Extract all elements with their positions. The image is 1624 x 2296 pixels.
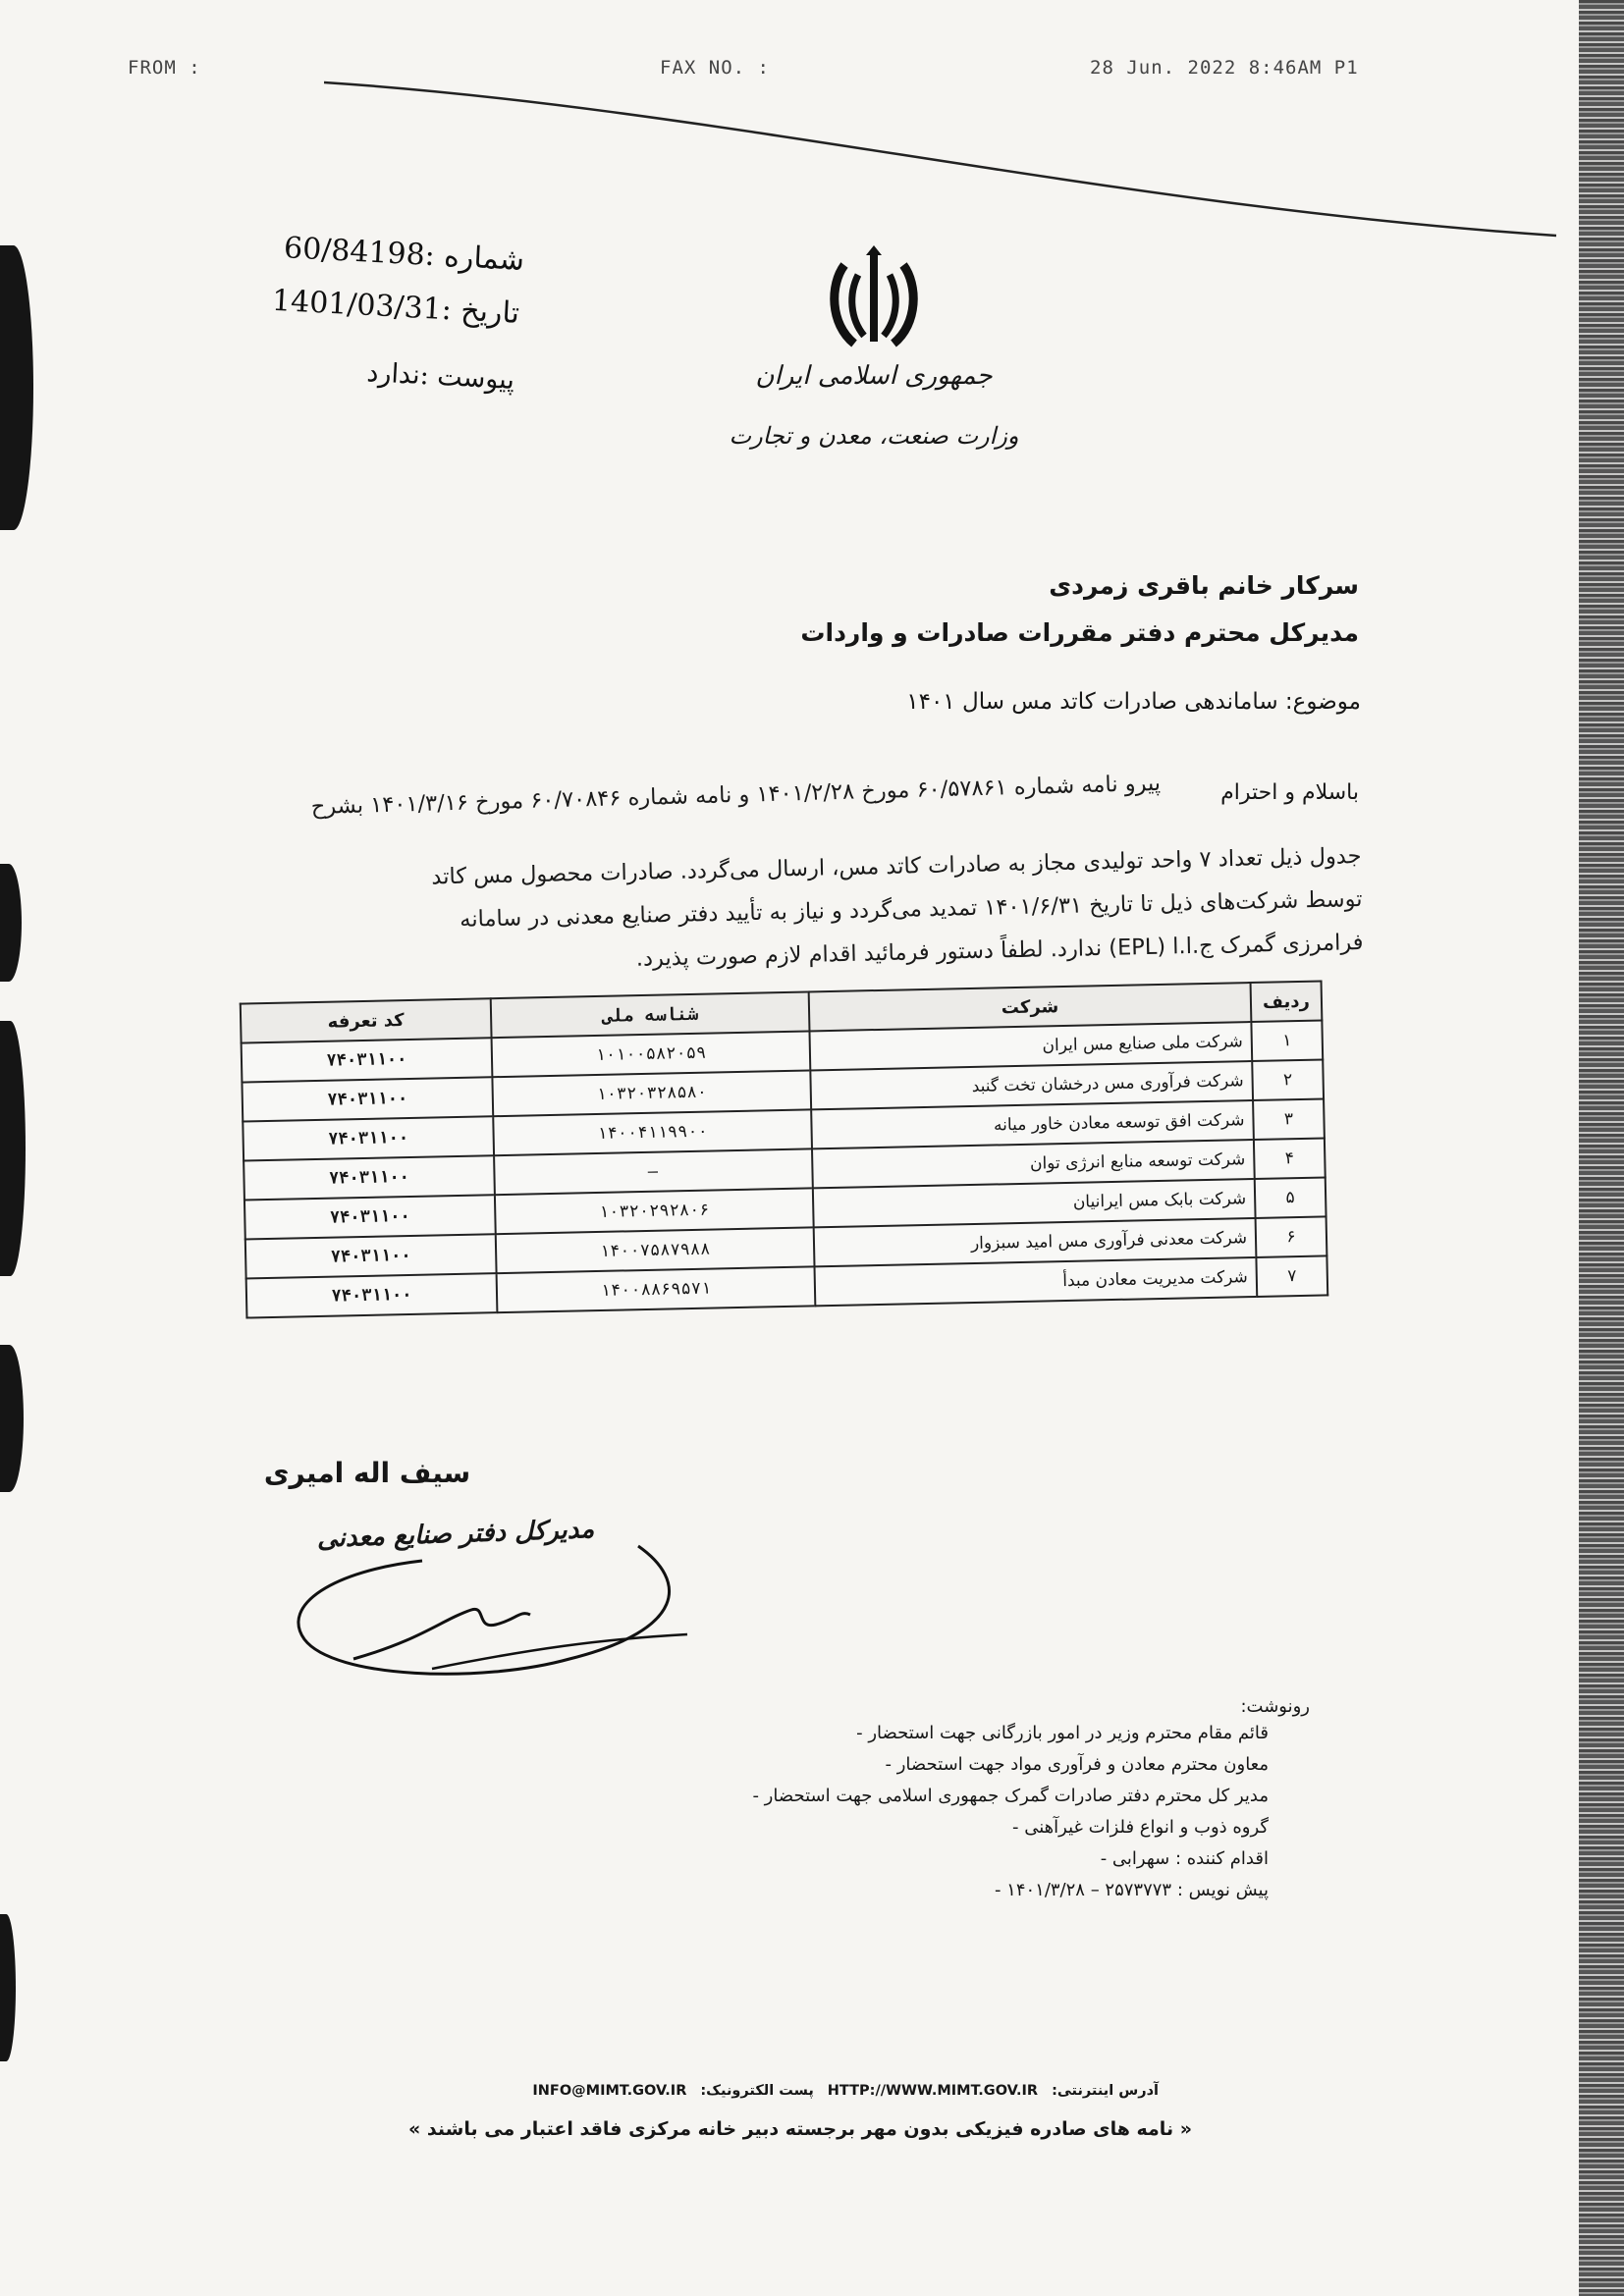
row-company: شرکت بابک مس ایرانیان [813, 1179, 1256, 1227]
row-tariff: ۷۴۰۳۱۱۰۰ [246, 1273, 498, 1317]
cc-list [522, 1718, 1269, 1906]
recipient-name: سرکار خانم باقری زمردی [1049, 571, 1359, 600]
cc-label: رونوشت: [1240, 1696, 1310, 1717]
letter-attachment: پیوست :ندارد [365, 357, 515, 396]
row-tariff: ۷۴۰۳۱۱۰۰ [243, 1116, 494, 1160]
row-national-id: ۱۰۱۰۰۵۸۲۰۵۹ [492, 1031, 811, 1077]
row-national-id: ۱۴۰۰۸۸۶۹۵۷۱ [497, 1266, 816, 1312]
row-tariff: ۷۴۰۳۱۱۰۰ [244, 1195, 496, 1239]
signatory-title: مدیرکل دفتر صنایع معدنی [316, 1515, 595, 1554]
row-number: ۵ [1255, 1177, 1326, 1217]
signatory-name: سیف اله امیری [263, 1457, 471, 1489]
row-company: شرکت فرآوری مس درخشان تخت گنبد [810, 1061, 1253, 1109]
header-national-id: شناسه ملی [491, 991, 810, 1038]
row-national-id: — [494, 1148, 813, 1195]
body-line: توسط شرکت‌های ذیل تا تاریخ ۱۴۰۱/۶/۳۱ تمدید می‌گردد و نیاز به تأیید دفتر صنایع معدنی در سامانه [459, 885, 1363, 933]
row-company: شرکت ملی صنایع مس ایران [809, 1022, 1252, 1070]
fax-datetime: 28 Jun. 2022 8:46AM P1 [1090, 57, 1359, 79]
signature-scribble [275, 1522, 707, 1693]
row-tariff: ۷۴۰۳۱۱۰۰ [242, 1038, 493, 1082]
footer-contact [471, 2083, 1159, 2099]
body-line: پیرو نامه شماره ۶۰/۵۷۸۶۱ مورخ ۱۴۰۱/۲/۲۸ و نامه شماره ۶۰/۷۰۸۴۶ مورخ ۱۴۰۱/۳/۱۶ بشرح [310, 770, 1162, 821]
body-paragraph [310, 766, 1332, 828]
footer-email-label: پست الکترونیک: [700, 2083, 814, 2099]
footer-notice: « نامه های صادره فیزیکی بدون مهر برجسته دبیر خانه مرکزی فاقد اعتبار می باشند » [408, 2118, 1192, 2140]
fax-curve-line [324, 79, 1561, 245]
row-company: شرکت افق توسعه معادن خاور میانه [811, 1100, 1254, 1148]
fax-number: FAX NO. : [660, 57, 770, 79]
cc-item: اقدام کننده : سهرابی - [522, 1843, 1269, 1875]
header-company: شرکت [809, 983, 1252, 1031]
companies-table [240, 980, 1329, 1318]
row-number: ۶ [1256, 1216, 1327, 1256]
row-tariff: ۷۴۰۳۱۱۰۰ [244, 1155, 495, 1200]
row-national-id: ۱۰۳۲۰۲۹۲۸۰۶ [495, 1188, 814, 1234]
greeting: باسلام و احترام [1220, 780, 1359, 805]
row-number: ۱ [1251, 1020, 1323, 1060]
body-paragraph-rest [310, 834, 1364, 988]
scan-blot [0, 864, 22, 982]
row-national-id: ۱۰۳۲۰۳۲۸۵۸۰ [492, 1070, 811, 1116]
body-line: فرامرزی گمرک ج.ا.ا (EPL) ندارد. لطفاً دستور فرمائید اقدام لازم صورت پذیرد. [635, 929, 1364, 972]
row-tariff: ۷۴۰۳۱۱۰۰ [245, 1234, 497, 1278]
header-tariff-code: کد تعرفه [241, 998, 492, 1042]
footer-website-link[interactable]: HTTP://WWW.MIMT.GOV.IR [827, 2083, 1039, 2099]
cc-item: قائم مقام محترم وزیر در امور بازرگانی جهت استحضار - [522, 1718, 1269, 1749]
letter-date: تاریخ :1401/03/31 [271, 283, 520, 331]
row-national-id: ۱۴۰۰۴۱۱۹۹۰۰ [493, 1109, 812, 1155]
letterhead-country: جمهوری اسلامی ایران [755, 361, 993, 391]
footer-email-link[interactable]: INFO@MIMT.GOV.IR [532, 2083, 687, 2099]
body-line: جدول ذیل تعداد ۷ واحد تولیدی مجاز به صادرات کاتد مس، ارسال می‌گردد. صادرات محصول مس کاتد [431, 842, 1362, 890]
row-company: شرکت توسعه منابع انرژی توان [812, 1140, 1255, 1188]
letterhead-ministry: وزارت صنعت، معدن و تجارت [729, 422, 1019, 450]
header-row-number: ردیف [1251, 982, 1323, 1022]
fax-from: FROM : [128, 57, 201, 79]
row-number: ۲ [1252, 1059, 1324, 1099]
row-company: شرکت مدیریت معادن مبدأ [815, 1257, 1258, 1306]
scan-blot [0, 1345, 24, 1492]
scan-blot [0, 245, 33, 530]
row-tariff: ۷۴۰۳۱۱۰۰ [242, 1077, 493, 1121]
row-number: ۷ [1256, 1255, 1327, 1296]
scan-blot [0, 1914, 16, 2061]
row-national-id: ۱۴۰۰۷۵۸۷۹۸۸ [496, 1227, 815, 1273]
cc-item: مدیر کل محترم دفتر صادرات گمرک جمهوری اسلامی جهت استحضار - [522, 1781, 1269, 1812]
row-company: شرکت معدنی فرآوری مس امید سبزوار [814, 1218, 1257, 1266]
scan-edge-right [1579, 0, 1624, 2296]
row-number: ۴ [1254, 1138, 1326, 1178]
cc-item: معاون محترم معادن و فرآوری مواد جهت استحضار - [522, 1749, 1269, 1781]
letter-number: شماره :60/84198 [283, 231, 525, 278]
scan-blot [0, 1021, 26, 1276]
cc-item: پیش نویس : ۲۵۷۳۷۷۳ – ۱۴۰۱/۳/۲۸ - [522, 1875, 1269, 1906]
letter-subject: موضوع: ساماندهی صادرات کاتد مس سال ۱۴۰۱ [906, 689, 1361, 715]
recipient-title: مدیرکل محترم دفتر مقررات صادرات و واردات [800, 618, 1359, 647]
row-number: ۳ [1253, 1098, 1325, 1139]
footer-address-label: آدرس اینترنتی: [1052, 2083, 1159, 2099]
iran-emblem-icon [825, 245, 923, 353]
cc-item: گروه ذوب و انواع فلزات غیرآهنی - [522, 1812, 1269, 1843]
